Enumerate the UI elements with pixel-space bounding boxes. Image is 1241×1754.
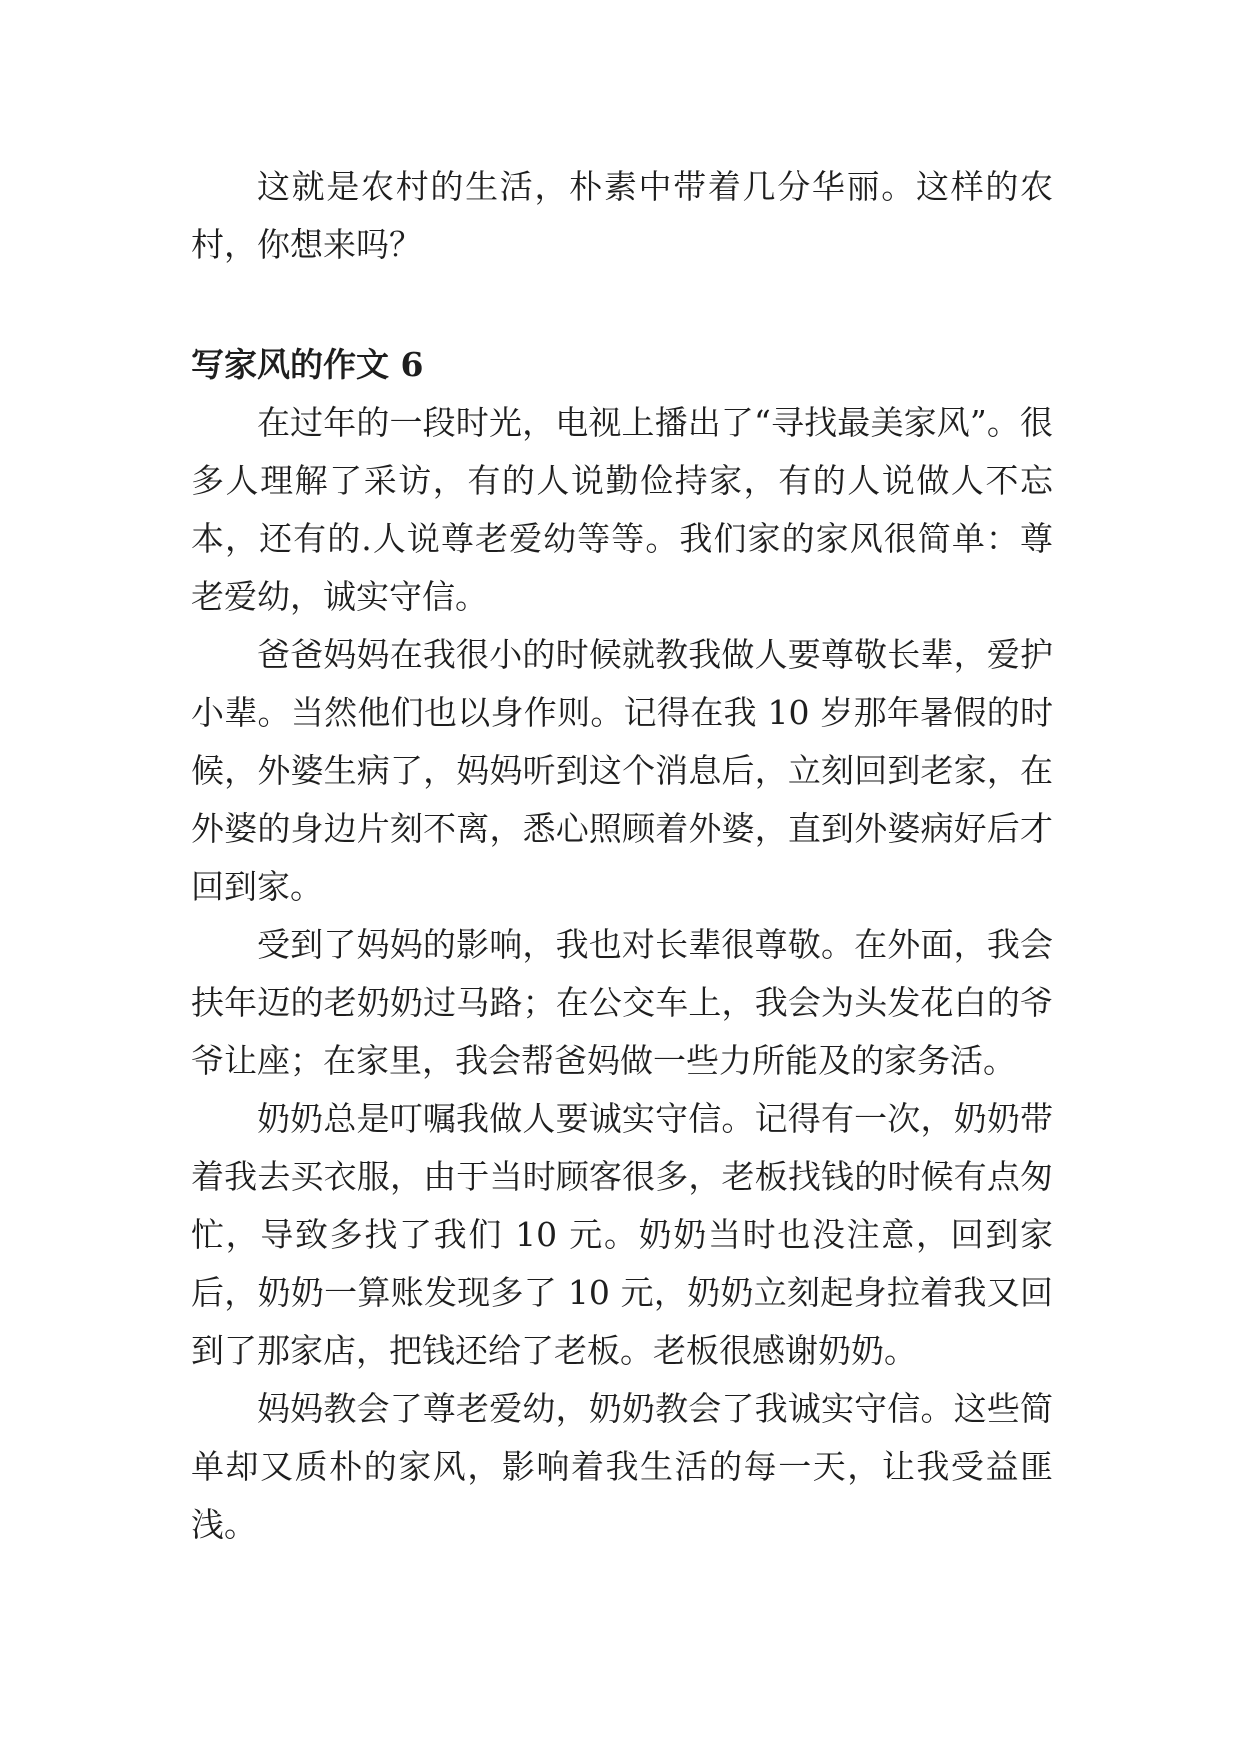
intro-paragraph: 这就是农村的生活，朴素中带着几分华丽。这样的农村，你想来吗？ — [191, 167, 1053, 264]
essay-paragraph-2: 爸爸妈妈在我很小的时候就教我做人要尊敬长辈，爱护小辈。当然他们也以身作则。记得在我 10 岁那年暑假的时候，外婆生病了，妈妈听到这个消息后，立刻回到老家，在外婆的身边片刻不离，悉心照顾着外婆，直到外婆病好后才回到家。 — [191, 635, 1053, 906]
section-title: 写家风的作文 6 — [191, 345, 424, 384]
essay-body — [191, 394, 1053, 1554]
essay-paragraph-5: 妈妈教会了尊老爱幼，奶奶教会了我诚实守信。这些简单却又质朴的家风，影响着我生活的每一天，让我受益匪浅。 — [191, 1389, 1053, 1544]
intro-block — [191, 158, 1053, 274]
essay-paragraph-4: 奶奶总是叮嘱我做人要诚实守信。记得有一次，奶奶带着我去买衣服，由于当时顾客很多，老板找钱的时候有点匆忙，导致多找了我们 10 元。奶奶当时也没注意，回到家后，奶奶一算账发现多了 10 元，奶奶立刻起身拉着我又回到了那家店，把钱还给了老板。老板很感谢奶奶。 — [191, 1099, 1053, 1370]
essay-paragraph-3: 受到了妈妈的影响，我也对长辈很尊敬。在外面，我会扶年迈的老奶奶过马路；在公交车上，我会为头发花白的爷爷让座；在家里，我会帮爸妈做一些力所能及的家务活。 — [191, 925, 1053, 1080]
essay-paragraph-1: 在过年的一段时光，电视上播出了“寻找最美家风”。很多人理解了采访，有的人说勤俭持家，有的人说做人不忘本，还有的.人说尊老爱幼等等。我们家的家风很简单：尊老爱幼，诚实守信。 — [191, 403, 1053, 616]
